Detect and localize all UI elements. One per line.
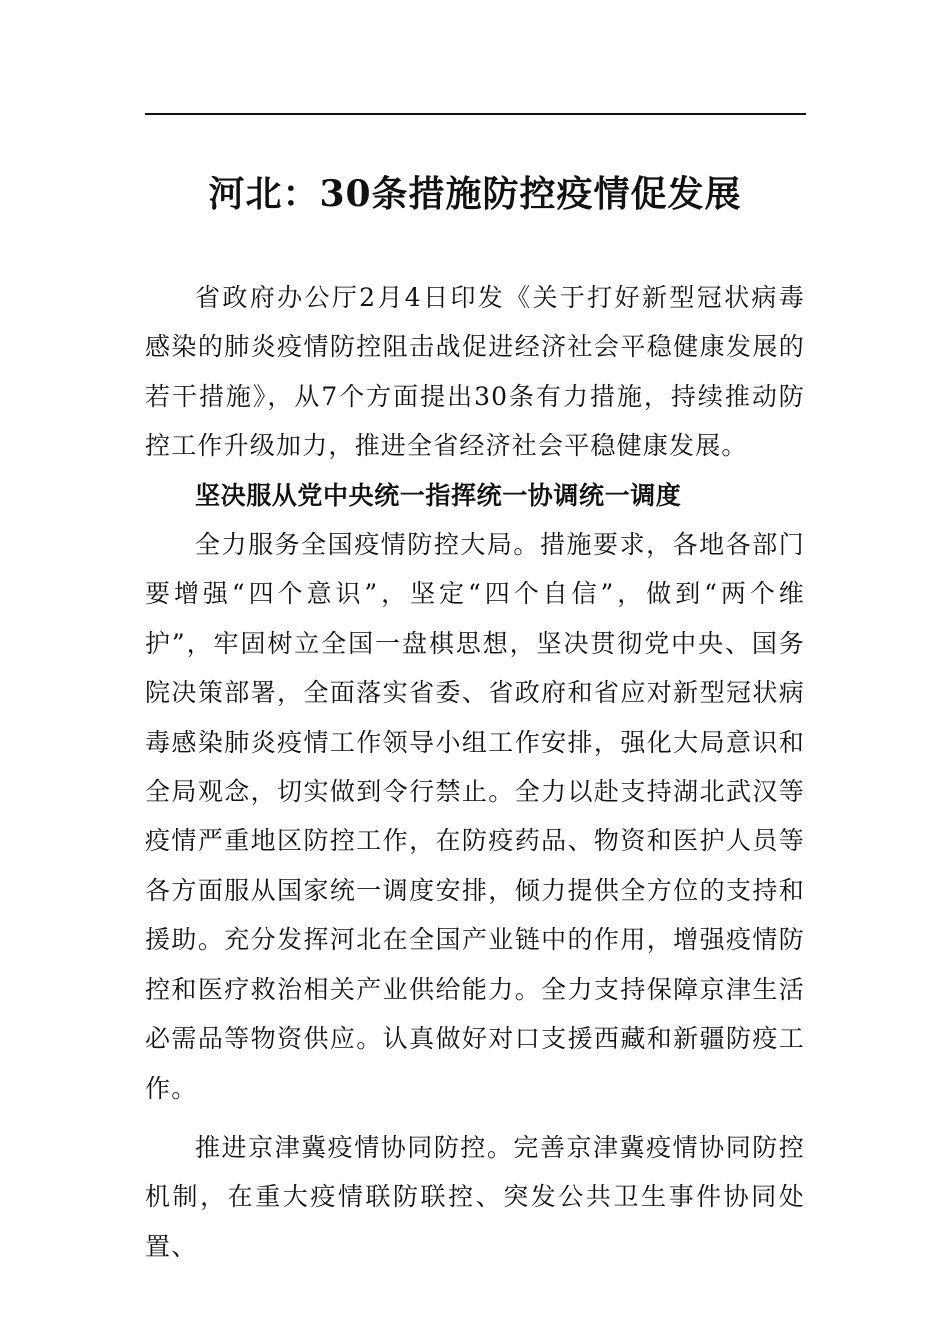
body-paragraph-1: 全力服务全国疫情防控大局。措施要求，各地各部门要增强“四个意识”，坚定“四个自信”，做到“两个维护”，牢固树立全国一盘棋思想，坚决贯彻党中央、国务院决策部署，全面落实省委、省政府和省应对新型冠状病毒感染肺炎疫情工作领导小组工作安排，强化大局意识和全局观念，切实做到令行禁止。全力以赴支持湖北武汉等疫情严重地区防控工作，在防疫药品、物资和医护人员等各方面服从国家统一调度安排，倾力提供全方位的支持和援助。充分发挥河北在全国产业链中的作用，增强疫情防控和医疗救治相关产业供给能力。全力支持保障京津生活必需品等物资供应。认真做好对口支援西藏和新疆防疫工作。: [145, 530, 805, 1103]
header-rule: [145, 113, 806, 115]
intro-paragraph: 省政府办公厅2月4日印发《关于打好新型冠状病毒感染的肺炎疫情防控阻击战促进经济社会平稳健康发展的若干措施》，从7个方面提出30条有力措施，持续推动防控工作升级加力，推进全省经济社会平稳健康发展。: [145, 283, 805, 461]
document-body: [145, 273, 805, 1271]
body-paragraph-2: 推进京津冀疫情协同防控。完善京津冀疫情协同防控机制，在重大疫情联防联控、突发公共卫生事件协同处置、: [145, 1132, 805, 1261]
section-heading: 坚决服从党中央统一指挥统一协调统一调度: [195, 480, 682, 510]
document-title: 河北：30条措施防控疫情促发展: [208, 173, 742, 215]
